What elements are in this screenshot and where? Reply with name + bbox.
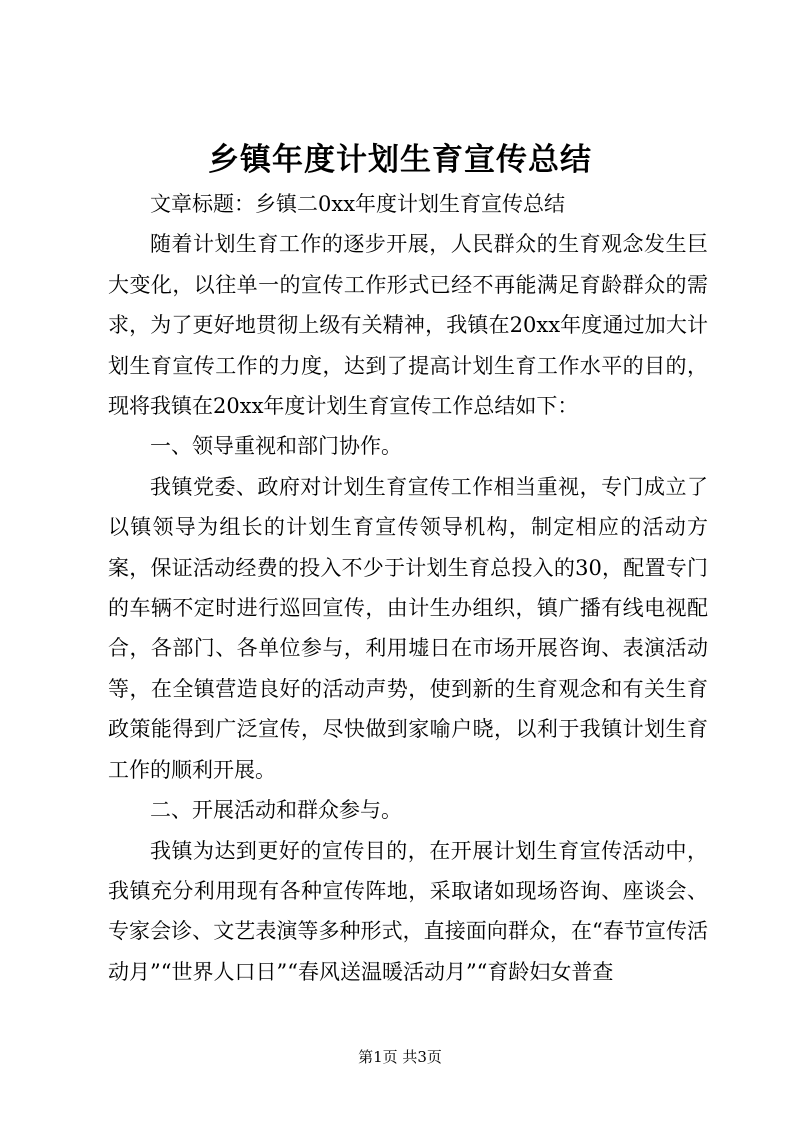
document-title: 乡镇年度计划生育宣传总结 — [208, 142, 592, 178]
paragraph-section-1: 我镇党委、政府对计划生育宣传工作相当重视，专门成立了以镇领导为组长的计划生育宣传领导机构，制定相应的活动方案，保证活动经费的投入不少于计划生育总投入的30，配置专门的车辆不定时进行巡回宣传，由计生办组织，镇广播有线电视配合，各部门、各单位参与，利用墟日在市场开展咨询、表演活动等，在全镇营造良好的活动声势，使到新的生育观念和有关生育政策能得到广泛宣传，尽快做到家喻户晓，以利于我镇计划生育工作的顺利开展。 — [108, 474, 708, 782]
paragraph-article-title: 文章标题：乡镇二0xx年度计划生育宣传总结 — [150, 192, 566, 216]
document-body — [108, 184, 708, 992]
section-heading-1: 一、领导重视和部门协作。 — [150, 434, 402, 459]
page-footer: 第1页 共3页 — [358, 1048, 442, 1066]
paragraph-intro: 随着计划生育工作的逐步开展，人民群众的生育观念发生巨大变化，以往单一的宣传工作形式已经不再能满足育龄群众的需求，为了更好地贯彻上级有关精神，我镇在20xx年度通过加大计划生育宣传工作的力度，达到了提高计划生育工作水平的目的，现将我镇在20xx年度计划生育宣传工作总结如下： — [108, 232, 708, 419]
paragraph-section-2: 我镇为达到更好的宣传目的，在开展计划生育宣传活动中，我镇充分利用现有各种宣传阵地，采取诸如现场咨询、座谈会、专家会诊、文艺表演等多种形式，直接面向群众，在“春节宣传活动月”“世界人口日”“春风送温暖活动月”“育龄妇女普查 — [108, 838, 708, 984]
section-heading-2: 二、开展活动和群众参与。 — [150, 798, 402, 823]
